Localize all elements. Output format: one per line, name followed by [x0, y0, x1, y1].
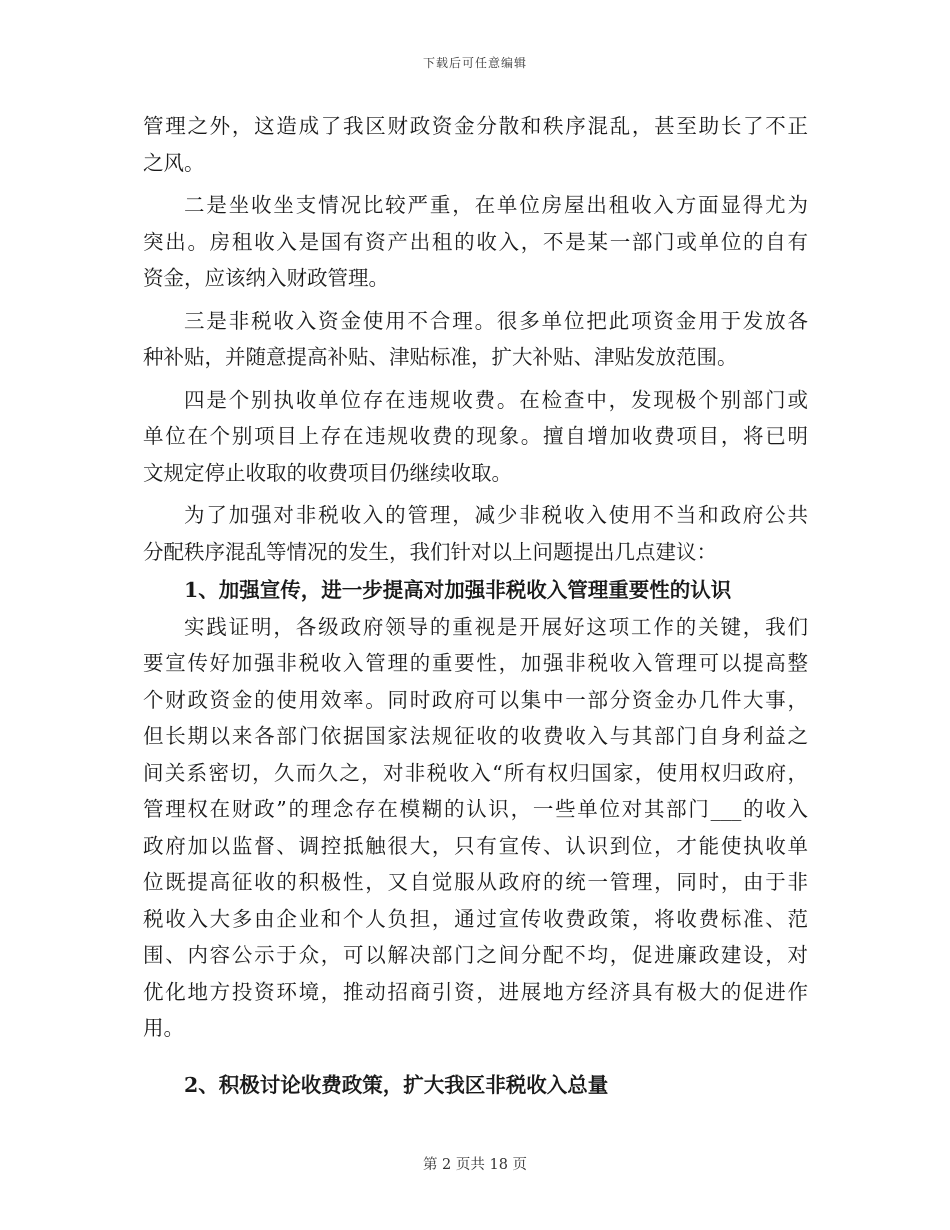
paragraph-line: 资金，应该纳入财政管理。: [143, 266, 389, 290]
paragraph-line: 单位在个别项目上存在违规收费的现象。擅自增加收费项目，将已明: [143, 424, 808, 448]
paragraph-line: 为了加强对非税收入的管理，减少非税收入使用不当和政府公共: [184, 503, 808, 527]
paragraph-line: 四是个别执收单位存在违规收费。在检查中，发现极个别部门或: [184, 387, 808, 412]
paragraph-line: 政府加以监督、调控抵触很大，只有宣传、认识到位，才能使执收单: [143, 833, 808, 858]
paragraph-line: 个财政资金的使用效率。同时政府可以集中一部分资金办几件大事，: [143, 687, 808, 712]
paragraph-line: 之风。: [143, 150, 205, 175]
section-heading: 1、加强宣传，进一步提高对加强非税收入管理重要性的认识: [184, 578, 732, 602]
paragraph-line: 突出。房租收入是国有资产出租的收入，不是某一部门或单位的自有: [143, 229, 808, 254]
paragraph-line: 间关系密切，久而久之，对非税收入“所有权归国家，使用权归政府，: [143, 760, 808, 785]
paragraph-line: 文规定停止收取的收费项目仍继续收取。: [143, 460, 512, 485]
paragraph-line: 优化地方投资环境，推动招商引资，进展地方经济具有极大的促进作: [143, 979, 808, 1004]
page-header: 下载后可任意编辑: [422, 56, 527, 70]
paragraph-line: 用。: [143, 1016, 184, 1040]
paragraph-line: 种补贴，并随意提高补贴、津贴标准，扩大补贴、津贴发放范围。: [143, 345, 738, 369]
paragraph-line: 但长期以来各部门依据国家法规征收的收费收入与其部门自身利益之: [143, 724, 808, 748]
page-number: 第 2 页共 18 页: [422, 1157, 528, 1173]
paragraph-line: 位既提高征收的积极性，又自觉服从政府的统一管理，同时，由于非: [143, 870, 808, 894]
paragraph-line: 管理之外，这造成了我区财政资金分散和秩序混乱，甚至助长了不正: [143, 114, 808, 138]
paragraph-line: 实践证明，各级政府领导的重视是开展好这项工作的关键，我们: [184, 614, 808, 639]
section-heading: 2、积极讨论收费政策，扩大我区非税收入总量: [184, 1072, 609, 1097]
paragraph-line: 要宣传好加强非税收入管理的重要性，加强非税收入管理可以提高整: [143, 651, 808, 675]
paragraph-line: 管理权在财政”的理念存在模糊的认识，一些单位对其部门___的收入: [143, 797, 808, 821]
document-body: [143, 108, 808, 1103]
paragraph-line: 三是非税收入资金使用不合理。很多单位把此项资金用于发放各: [184, 308, 808, 333]
paragraph-line: 围、内容公示于众，可以解决部门之间分配不均，促进廉政建设，对: [143, 943, 808, 967]
paragraph-line: 二是坐收坐支情况比较严重，在单位房屋出租收入方面显得尤为: [184, 193, 808, 217]
paragraph-line: 分配秩序混乱等情况的发生，我们针对以上问题提出几点建议：: [143, 539, 717, 564]
paragraph-line: 税收入大多由企业和个人负担，通过宣传收费政策，将收费标准、范: [143, 906, 808, 931]
